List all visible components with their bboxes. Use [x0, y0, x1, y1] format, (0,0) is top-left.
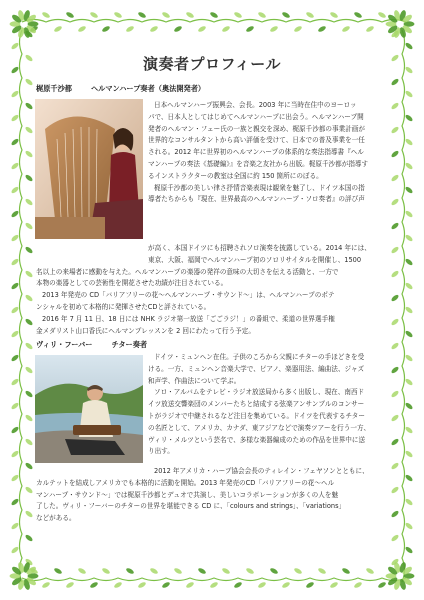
leaf — [341, 567, 350, 575]
leaf — [10, 114, 19, 123]
leaf — [149, 567, 158, 575]
bio-line: などがある。 — [36, 514, 76, 523]
leaf — [24, 342, 33, 351]
leaf — [269, 25, 278, 33]
leaf — [24, 318, 33, 327]
bio-line: 日本ヘルマンハープ振興会、会長。2003 年に当時在住中のヨーロッ — [154, 101, 357, 109]
bio-line: 2016 年 7 月 11 日、18 日には NHK ラジオ第一放送「ごごラジ！」の番組で、柔道の世界選手権 — [42, 314, 335, 323]
bio-line: される。2012 年に世界初のヘルマンハープの体系的な奏法指導書『ヘル — [148, 148, 364, 157]
bio-line: イツ放送交響楽団のメンバーたちと結成する弦楽アンサンブルのコンサー — [148, 400, 365, 409]
leaf — [293, 567, 302, 575]
leaf — [173, 567, 182, 575]
leaf — [10, 402, 19, 411]
performer2-heading — [36, 340, 147, 350]
bio-line: マンハープ・サウンド～」では梶原千沙都とデュオで共演し、美しいコラボレーションが多くの人を魅 — [36, 490, 339, 499]
leaf — [65, 11, 74, 19]
leaf — [404, 522, 413, 531]
leaf — [77, 567, 86, 575]
leaf — [10, 162, 19, 171]
leaf — [24, 390, 33, 399]
leaf — [137, 11, 146, 19]
leaf — [404, 138, 413, 147]
leaf — [353, 581, 362, 589]
bio-line: ける。一方、ミュンヘン音楽大学で、ピアノ、楽器用法、編曲法、ジャズ — [148, 364, 365, 373]
bio-line: ソロ・アルバムをテレビ・ラジオ放送局から多く出版し、現在、南西ド — [154, 388, 365, 397]
leaf — [89, 581, 98, 589]
leaf — [24, 174, 33, 183]
bio-line: ンシャルを初めて本格的に発揮させたCDと評されている。 — [36, 302, 211, 311]
performer2-bio-beside-photo — [148, 352, 393, 458]
leaf — [125, 567, 134, 575]
bio-line: 梶原千沙都の美しい律さ抒情音楽表現は観衆を魅了し、ドイツ本国の指 — [154, 183, 365, 192]
leaf — [305, 581, 314, 589]
performer2-role: チター奏者 — [111, 340, 148, 349]
leaf — [24, 510, 33, 519]
leaf — [257, 11, 266, 19]
leaf — [137, 581, 146, 589]
leaf — [24, 150, 33, 159]
bio-line: 2012 年アメリカ・ハープ協会会長のティレイン・フェヤソンとともに、 — [154, 467, 369, 475]
leaf — [404, 90, 413, 99]
performer1-heading — [36, 84, 205, 94]
leaf — [305, 11, 314, 19]
leaf — [209, 581, 218, 589]
leaf — [404, 354, 413, 363]
leaf — [245, 567, 254, 575]
leaf — [293, 25, 302, 33]
leaf — [125, 25, 134, 33]
bio-line: 了した。ヴィリ・フーバーのチターの世界を堪能できる CD に、「colours and strings」、「variations」 — [36, 502, 346, 511]
leaf — [209, 11, 218, 19]
leaf — [404, 450, 413, 459]
performer1-bio-full-width — [36, 243, 393, 337]
leaf — [221, 567, 230, 575]
leaf — [329, 11, 338, 19]
leaf — [24, 462, 33, 471]
leaf — [24, 294, 33, 303]
bio-line: カルテットを結成しアメリカでも本格的に活動を開始。2013 年発売のCD「バリアフリーの花～ヘル — [36, 478, 335, 487]
leaf — [10, 234, 19, 243]
leaf — [404, 426, 413, 435]
leaf — [101, 25, 110, 33]
leaf — [161, 11, 170, 19]
leaf — [404, 42, 413, 51]
leaf — [10, 306, 19, 315]
leaf — [404, 378, 413, 387]
leaf — [10, 546, 19, 555]
leaf — [101, 567, 110, 575]
leaf — [317, 567, 326, 575]
harpist-photo-illustration — [35, 99, 143, 239]
leaf — [10, 450, 19, 459]
bio-line: 導者たちからも『現在、世界最高のヘルマンハープ・ソロ奏者』の評び声 — [148, 195, 365, 204]
leaf — [24, 534, 33, 543]
vine-stem — [22, 578, 406, 581]
leaf — [113, 11, 122, 19]
leaf — [89, 11, 98, 19]
leaf — [24, 126, 33, 135]
leaf — [24, 198, 33, 207]
leaf — [173, 25, 182, 33]
bio-line: の名匠として、アメリカ、カナダ、東アジアなどで演奏ツアーを行う一方、 — [148, 423, 371, 432]
leaf — [257, 581, 266, 589]
leaf — [404, 258, 413, 267]
leaf — [10, 138, 19, 147]
leaf — [24, 438, 33, 447]
leaf — [185, 11, 194, 19]
leaf — [10, 426, 19, 435]
bio-line: 東京、大阪、福岡でヘルマンハープ初のソロリサイタルを開催し、1500 — [148, 255, 362, 264]
bio-line: 発者のヘルマン・フェー氏の一族と親交を深め、梶原千沙都の事業計画が — [148, 124, 365, 133]
leaf — [281, 11, 290, 19]
leaf — [404, 546, 413, 555]
leaf — [269, 567, 278, 575]
leaf — [161, 581, 170, 589]
leaf — [24, 222, 33, 231]
leaf — [10, 186, 19, 195]
vine-stem — [20, 30, 23, 582]
leaf — [197, 25, 206, 33]
leaf — [404, 210, 413, 219]
leaf — [53, 25, 62, 33]
leaf — [24, 102, 33, 111]
vine-stem — [402, 30, 405, 582]
leaf — [390, 342, 399, 351]
vine-stem — [22, 20, 406, 23]
leaf — [24, 486, 33, 495]
leaf — [10, 258, 19, 267]
performer2-bio-full-width — [36, 466, 393, 525]
bio-line: 和声学、作曲法について学ぶ。 — [148, 376, 241, 385]
leaf — [10, 282, 19, 291]
bio-line: 2013 年発売の CD「バリアフリーの花～ヘルマンハープ・サウンド～」は、ヘルマンハープのポテ — [42, 291, 335, 300]
leaf — [404, 306, 413, 315]
leaf — [329, 581, 338, 589]
leaf — [390, 534, 399, 543]
leaf — [10, 522, 19, 531]
leaf — [41, 11, 50, 19]
leaf — [113, 581, 122, 589]
bio-line: り出す。 — [148, 447, 174, 456]
bio-line: 世界的なコンサルタントから高い評価を受けて、日本での普及事業を一任 — [148, 136, 365, 145]
leaf — [10, 210, 19, 219]
leaf — [24, 366, 33, 375]
bio-line: 本物の楽器としての芸術性を開花させた功績が注目されている。 — [36, 279, 228, 288]
leaf — [10, 474, 19, 483]
bio-line: ヴィリ・メルツという芸名で、多様な楽器編成のための作品を世界中に送 — [148, 435, 366, 444]
leaf — [10, 90, 19, 99]
performer1-bio-beside-photo — [148, 100, 393, 206]
bio-line: パで、日本人としてはじめてヘルマンハープに出会う。ヘルマンハープ開 — [148, 112, 364, 121]
performer1-name: 梶原千沙都 — [36, 84, 72, 93]
bio-line: トがラジオで中継されるなど注目を集めている。ドイツを代表するチター — [148, 411, 365, 420]
leaf — [404, 498, 413, 507]
leaf — [10, 354, 19, 363]
leaf — [353, 11, 362, 19]
leaf — [233, 581, 242, 589]
leaf — [10, 42, 19, 51]
leaf — [233, 11, 242, 19]
bio-line: マンハープの奏法《基礎編》』を音楽之友社から出版。梶原千沙都が指導す — [148, 159, 369, 168]
performer1-photo — [35, 99, 143, 239]
leaf — [404, 330, 413, 339]
bio-line: が高く、本国ドイツにも招聘されソロ演奏を披露している。2014 年には、 — [148, 244, 371, 252]
leaf — [24, 270, 33, 279]
leaf — [10, 330, 19, 339]
leaf — [390, 222, 399, 231]
leaf — [377, 11, 386, 19]
performer2-photo — [35, 355, 143, 463]
leaf — [10, 378, 19, 387]
leaf — [404, 234, 413, 243]
leaf — [404, 186, 413, 195]
leaf — [377, 581, 386, 589]
page-title: 演奏者プロフィール — [142, 55, 281, 73]
bio-line: るインストラクターの教室は全国に約 150 箇所にのぼる。 — [148, 171, 323, 180]
leaf — [24, 246, 33, 255]
leaf — [77, 25, 86, 33]
leaf — [53, 567, 62, 575]
leaf — [341, 25, 350, 33]
leaf — [365, 567, 374, 575]
leaf — [185, 581, 194, 589]
leaf — [404, 474, 413, 483]
performer1-role: ヘルマンハープ奏者（奥法開発者） — [90, 84, 206, 93]
leaf — [404, 114, 413, 123]
zither-player-photo-illustration — [35, 355, 143, 463]
leaf — [221, 25, 230, 33]
bio-line: 名以上の来場者に感動を与えた。ヘルマンハープの楽器の発祥の意味の大切さを伝える活動と、一方で — [36, 267, 339, 276]
leaf — [245, 25, 254, 33]
leaf — [24, 78, 33, 87]
leaf — [24, 414, 33, 423]
leaf — [149, 25, 158, 33]
leaf — [404, 402, 413, 411]
leaf — [197, 567, 206, 575]
leaf — [281, 581, 290, 589]
bio-line: ドイツ・ミュンヘン在住。子供のころから父親にチターの手ほどきを受 — [154, 353, 365, 361]
leaf — [10, 498, 19, 507]
leaf — [65, 581, 74, 589]
leaf — [390, 78, 399, 87]
leaf — [317, 25, 326, 33]
leaf — [404, 282, 413, 291]
leaf — [41, 581, 50, 589]
leaf — [404, 162, 413, 171]
leaf — [365, 25, 374, 33]
bio-line: 金メダリスト山口香氏にヘルマンプレッスンを 2 回にわたって行う予定。 — [36, 326, 255, 335]
performer2-name: ヴィリ・フーバー — [36, 340, 93, 349]
